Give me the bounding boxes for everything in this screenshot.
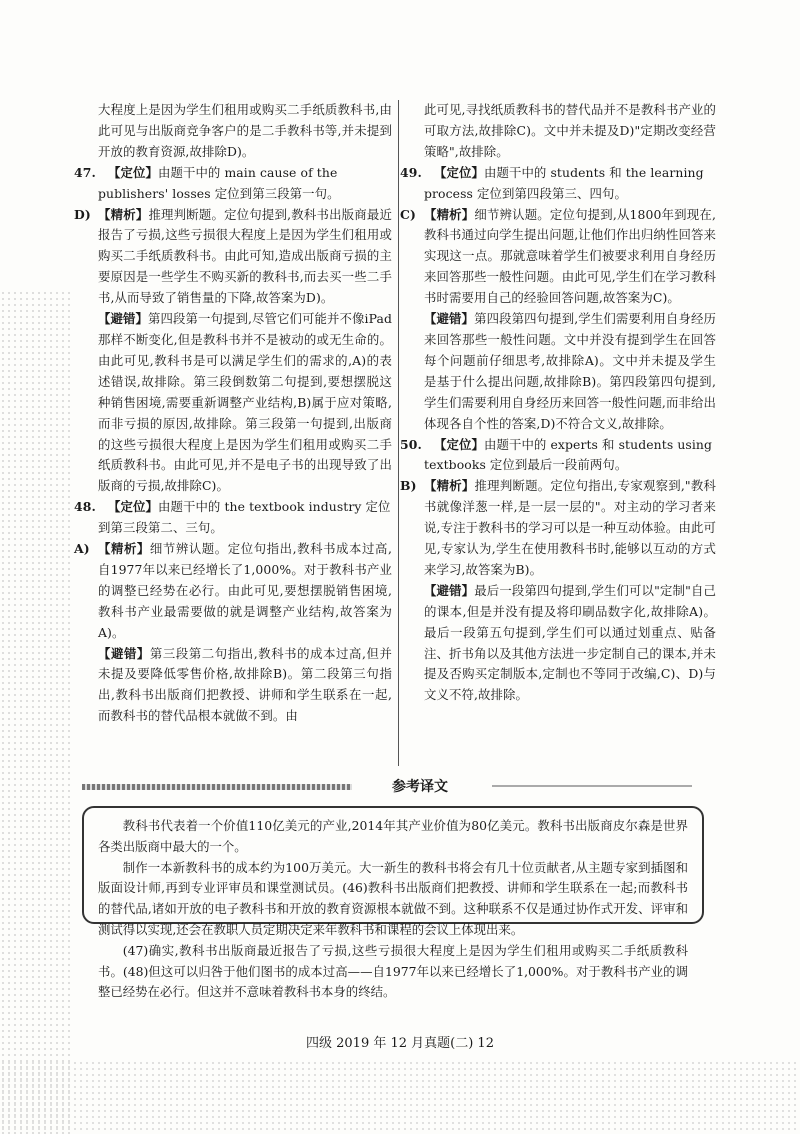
q47-locate-text: 由题干中的 main cause of the publishers' losses 定位到第三段第一句。 [98,164,340,201]
column-divider [398,100,399,766]
q50-number: 50. [400,436,422,452]
q48-analysis [74,539,392,644]
q48-locate-tag: 【定位】 [108,499,158,515]
q47-locate-tag: 【定位】 [108,164,158,180]
q47-analysis-text: 推理判断题。定位句提到,教科书出版商最近报告了亏损,这些亏损很大程度上是因为学生们租用或购买二手纸质教科书。由此可知,造成出版商亏损的主要原因是一些学生不购买新的教科书,而去买一些二手书,从而导致了销售量的下降,故答案为D)。 [98,206,392,306]
reference-paragraph-2: 制作一本新教科书的成本约为100万美元。大一新生的教科书将会有几十位贡献者,从主题专家到插图和版面设计师,再到专业评审员和课堂测试员。(46)教科书出版商们把教授、讲师和学生联系在一起;而教科书的替代品,诸如开放的电子教科书和开放的教育资源根本就做不到。这种联系不仅是通过协作式开发、评审和测试得以实现,还会在教职人员定期决定来年教科书和课程的会议上体现出来。 [98,859,688,937]
reference-paragraph-1: 教科书代表着一个价值110亿美元的产业,2014年其产业价值为80亿美元。教科书出版商皮尔森是世界各类出版商中最大的一个。 [98,818,688,854]
q47-wrong [82,309,392,497]
q47-wrong-tag: 【避错】 [98,311,148,327]
q49-wrong [408,309,716,434]
q49-locate-text: 由题干中的 students 和 the learning process 定位到第四段第三、四句。 [424,164,704,201]
q49-answer: C) [400,206,416,222]
q49-locate [400,163,716,205]
q48-wrong [82,644,392,728]
q48-wrong-tag: 【避错】 [98,645,150,661]
q50-analysis-text: 推理判断题。定位句指出,专家观察到,"教科书就像洋葱一样,是一层一层的"。对主动的学习者来说,专注于教科书的学习可以是一种互动体验。由此可见,专家认为,学生在使用教科书时,能够以互动的方式来学习,故答案为B)。 [424,478,716,577]
q47-number: 47. [74,164,96,180]
reference-header [82,776,712,796]
q48-continuation: 此可见,寻找纸质教科书的替代品并不是教科书产业的可取方法,故排除C)。文中并未提及D)"定期改变经营策略",故排除。 [424,102,716,159]
q49-number: 49. [400,164,422,180]
q48-number: 48. [74,499,96,515]
q47-analysis-tag: 【精析】 [98,206,149,222]
page-footer: 四级 2019 年 12 月真题(二) 12 [306,1036,494,1051]
q47-prev-continuation: 大程度上是因为学生们租用或购买二手纸质教科书,由此可见与出版商竞争客户的是二手教科书等,并未提到开放的教育资源,故排除D)。 [98,102,392,159]
right-column [400,100,717,706]
q48-wrong-text: 第三段第二句指出,教科书的成本过高,但并未提及要降低零售价格,故排除B)。第二段第三句指出,教科书出版商们把教授、讲师和学生联系在一起,而教科书的替代品根本就做不到。由 [98,645,392,724]
q49-analysis-tag: 【精析】 [424,206,475,222]
reference-title: 参考译文 [392,779,448,795]
q49-wrong-tag: 【避错】 [424,311,475,327]
q50-locate-text: 由题干中的 experts 和 students using textbooks 定位到最后一段前两句。 [424,436,713,473]
q47-answer: D) [74,206,91,222]
q50-locate [400,435,716,477]
header-decor-bar [82,784,352,790]
q50-answer: B) [400,478,417,494]
q47-analysis [74,205,392,310]
q47-wrong-text: 第四段第一句提到,尽管它们可能并不像iPad那样不断变化,但是教科书并不是被动的或无生命的。由此可见,教科书是可以满足学生们的需求的,A)的表述错误,故排除。第三段倒数第二句提到,要想摆脱这种销售困境,需要重新调整产业结构,B)属于应对策略,而非亏损的原因,故排除。第三段第一句提到,出版商的这些亏损很大程度上是因为学生们租用或购买二手纸质教科书。由此可见,并不是电子书的出现导致了出版商的亏损,故排除C)。 [98,311,392,494]
q48-analysis-tag: 【精析】 [98,541,150,557]
dot-pattern-bottom [0,1060,800,1134]
q50-analysis-tag: 【精析】 [424,478,475,494]
q50-wrong-text: 最后一段第四句提到,学生们可以"定制"自己的课本,但是并没有提及将印刷品数字化,故排除A)。最后一段第五句提到,学生们可以通过划重点、贴备注、折书角以及其他方法进一步定制自己的课本,并未提及否购买定制版本,定制也不等同于改编,C)、D)与文义不符,故排除。 [424,582,717,703]
q48-answer: A) [74,541,90,557]
reference-paragraph-3: (47)确实,教科书出版商最近报告了亏损,这些亏损很大程度上是因为学生们租用或购买二手纸质教科书。(48)但这可以归咎于他们图书的成本过高——自1977年以来已经增长了1,000%。对于教科书产业的调整已经势在必行。但这并不意味着教科书本身的终结。 [98,942,688,1000]
header-decor-line [492,785,692,787]
q48-locate-text: 由题干中的 the textbook industry 定位到第三段第二、三句。 [98,499,391,536]
q47-locate [74,163,392,205]
q49-analysis [400,205,716,310]
reference-translation-box [82,806,704,1000]
left-column [74,100,392,727]
q50-analysis [400,476,716,581]
q49-wrong-text: 第四段第四句提到,学生们需要利用自身经历来回答那些一般性问题。文中并没有提到学生在回答每个问题前仔细思考,故排除A)。文中并未提及学生是基于什么提出问题,故排除B)。第四段第四句提到,学生们需要利用自身经历来回答一般性问题,而非给出体现各自个性的答案,D)不符合文义,故排除。 [424,311,716,431]
dot-pattern-left [0,290,70,1134]
q48-analysis-text: 细节辨认题。定位句指出,教科书成本过高,自1977年以来已经增长了1,000%。对于教科书产业的调整已经势在必行。由此可见,要想摆脱销售困境,教科书产业最需要做的就是调整产业结构,故答案为A)。 [98,541,392,640]
q49-analysis-text: 细节辨认题。定位句提到,从1800年到现在,教科书通过向学生提出问题,让他们作出归纳性回答来实现这一点。那就意味着学生们被要求利用自身经历来回答那些一般性问题。由此可见,学生们在学习教科书时需要用自己的经验回答问题,故答案为C)。 [424,206,716,306]
q50-locate-tag: 【定位】 [434,436,484,452]
q50-wrong-tag: 【避错】 [424,582,475,598]
q50-wrong [408,581,716,706]
q49-locate-tag: 【定位】 [434,164,484,180]
q48-locate [74,497,392,539]
